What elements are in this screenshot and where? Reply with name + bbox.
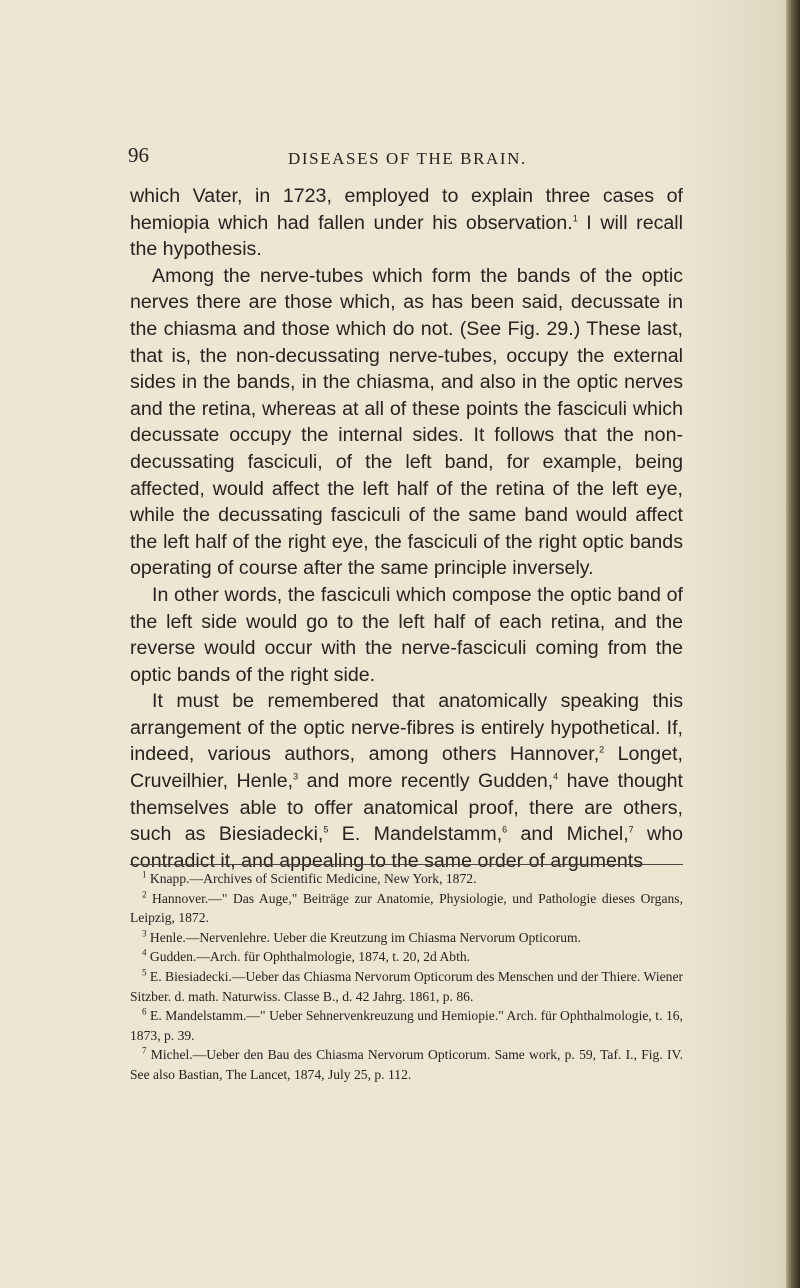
footnote-mark: 7: [142, 1045, 147, 1056]
footnote: [130, 1045, 683, 1084]
page-edge-shadow: [786, 0, 800, 1288]
footnote-text: E. Mandelstamm.—" Ueber Sehnervenkreuzung und Hemiopie." Arch. für Ophthalmologie, t. 16, 1873, p. 39.: [130, 1008, 683, 1043]
paragraph: In other words, the fasciculi which compose the optic band of the left side would go to the left half of each retina, and the reverse would occur with the nerve-fasciculi coming from the optic bands of the right side.: [130, 583, 683, 686]
footnotes: [130, 869, 683, 1085]
footnote-mark: 5: [142, 967, 147, 978]
page-number: 96: [128, 143, 149, 167]
footnote: [130, 967, 683, 1006]
footnote-text: Gudden.—Arch. für Ophthalmologie, 1874, t. 20, 2d Abth.: [146, 949, 471, 965]
footnote-text: E. Biesiadecki.—Ueber das Chiasma Nervorum Opticorum des Menschen und der Thiere. Wiener Sitzber. d. math. Naturwiss. Classe B., d. 42 Jahrg. 1861, p. 86.: [130, 968, 683, 1004]
footnote-mark: 1: [142, 869, 147, 880]
footnote-mark: 6: [142, 1006, 147, 1017]
text-run: I will recall the hypothesis.: [130, 211, 683, 261]
text-run: which Vater, in 1723, employed to explain three cases of hemiopia which had fallen under his observation.: [130, 185, 683, 234]
paragraph: [130, 183, 683, 263]
footnote-ref: 4: [553, 771, 559, 782]
footnote-divider: [130, 864, 683, 865]
footnote-mark: 2: [142, 889, 147, 900]
text-run: Longet, Cruveilhier, Henle,: [130, 743, 683, 793]
text-run: who contradict it, and appealing to the same order of arguments: [130, 823, 683, 872]
text-run: E. Mandelstamm,: [328, 823, 503, 846]
footnote-ref: 6: [502, 824, 508, 835]
footnote-mark: 4: [142, 947, 147, 958]
footnote-ref: 3: [293, 771, 299, 782]
footnote: [130, 869, 683, 889]
footnote: [130, 1006, 683, 1045]
text-run: It must be remembered that anatomically speaking this arrangement of the optic nerve-fibres is entirely hypothetical. If, indeed, various authors, among others Hannover,: [130, 690, 683, 766]
footnote: [130, 928, 683, 948]
footnote-ref: 2: [599, 744, 605, 755]
body-text: [130, 183, 683, 874]
footnote-ref: 1: [572, 213, 578, 224]
footnote-ref: 5: [323, 824, 329, 835]
footnote-text: Hannover.—" Das Auge," Beiträge zur Anatomie, Physiologie, und Pathologie dieses Organs, Leipzig, 1872.: [130, 890, 683, 926]
footnote-text: Knapp.—Archives of Scientific Medicine, New York, 1872.: [146, 871, 477, 886]
running-head: DISEASES OF THE BRAIN.: [288, 149, 527, 168]
text-run: and Michel,: [507, 823, 629, 846]
text-run: have thought themselves able to offer anatomical proof, there are others, such as Biesiadecki,: [130, 770, 684, 846]
footnote-text: Michel.—Ueber den Bau des Chiasma Nervorum Opticorum. Same work, p. 59, Taf. I., Fig. IV. See also Bastian, The Lancet, 1874, July 25, p. 112.: [130, 1047, 683, 1082]
footnote-mark: 3: [142, 928, 147, 939]
footnote-text: Henle.—Nervenlehre. Ueber die Kreutzung im Chiasma Nervorum Opticorum.: [146, 929, 581, 945]
footnote: [130, 947, 683, 967]
footnote-ref: 7: [628, 824, 634, 835]
text-run: and more recently Gudden,: [298, 770, 554, 793]
paragraph: [130, 688, 683, 874]
paragraph: Among the nerve-tubes which form the bands of the optic nerves there are those which, as has been said, decussate in the chiasma and those which do not. (See Fig. 29.) These last, that is, the non-decussating nerve-tubes, occupy the external sides in the bands, in the chiasma, and also in the optic nerves and the retina, whereas at all of these points the fasciculi which decussate occupy the internal sides. It follows that the non-decussating fasciculi, of the left band, for example, being affected, would affect the left half of the retina of the left eye, while the decussating fasciculi of the same band would affect the left half of the right eye, the fasciculi of the right optic bands operating of course after the same principle inversely.: [130, 264, 683, 580]
footnote: [130, 889, 683, 928]
page-header: [128, 143, 668, 175]
